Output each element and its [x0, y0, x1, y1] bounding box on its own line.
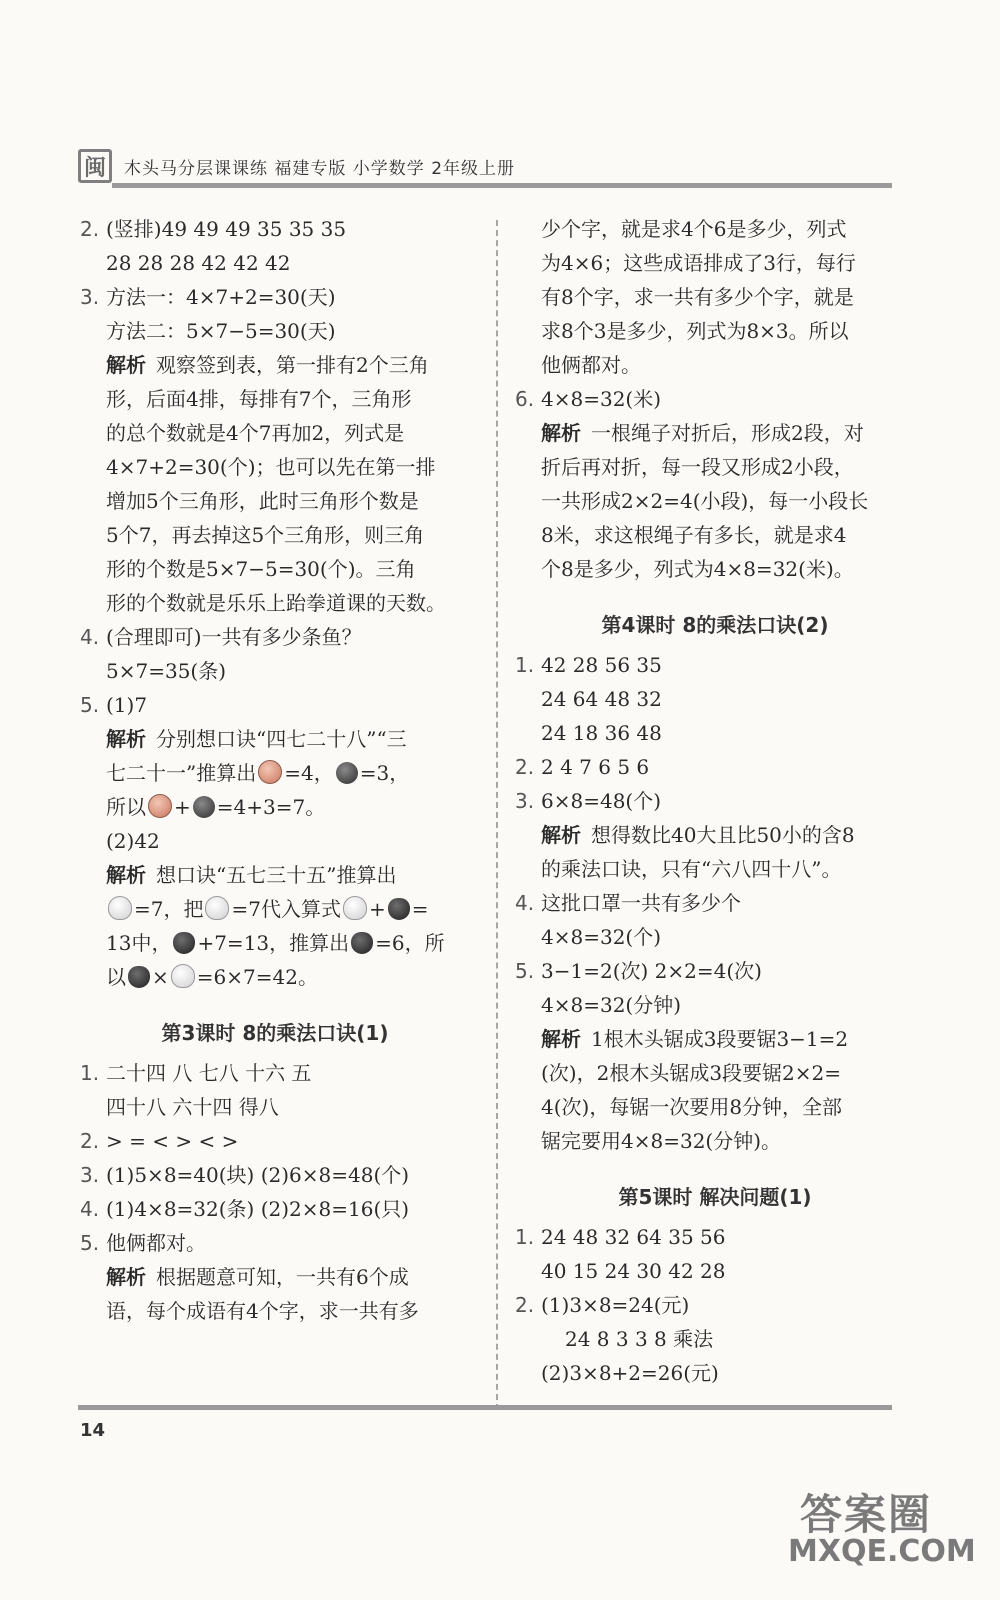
- analysis-line: 形，后面4排，每排有7个，三角形: [106, 387, 412, 411]
- analysis-line: 4×7+2=30(个)；也可以先在第一排: [106, 455, 436, 479]
- left-column: [80, 212, 470, 1328]
- analysis-line: 形的个数就是乐乐上跆拳道课的天数。: [106, 591, 446, 615]
- analysis-line: 5个7，再去掉这5个三角形，则三角: [106, 523, 425, 547]
- analysis-label: 解析: [106, 353, 146, 377]
- analysis-line: 求8个3是多少，列式为8×3。所以: [541, 319, 849, 343]
- lesson3-answer-1-row2: 四十八 六十四 得八: [106, 1095, 279, 1119]
- pear-icon: [108, 896, 132, 920]
- answer-5-part2: (2)42: [106, 829, 160, 853]
- section-title-lesson4: 第4课时 8的乘法口诀(2): [601, 613, 829, 637]
- pear-icon: [205, 896, 229, 920]
- answer-3-method1: 3. 方法一：4×7+2=30(天): [80, 285, 336, 309]
- pear-icon: [343, 896, 367, 920]
- lesson5-answer-2: 2. (1)3×8=24(元): [515, 1293, 690, 1317]
- analysis-line: 为4×6；这些成语排成了3行，每行: [541, 251, 856, 275]
- apple-icon: [336, 762, 358, 784]
- lesson3-answer-4: 4. (1)4×8=32(条) (2)2×8=16(只): [80, 1197, 410, 1221]
- lesson4-answer-1-row3: 24 18 36 48: [541, 721, 662, 745]
- analysis-line: 个8是多少，列式为4×8=32(米)。: [541, 557, 854, 581]
- lesson4-answer-5: 5. 3−1=2(次) 2×2=4(次): [515, 959, 762, 983]
- analysis-line: =7，把 =7代入算式 + =: [80, 892, 470, 926]
- watermark-url: MXQE.COM: [788, 1534, 976, 1569]
- lesson3-answer-5-analysis: 解析 根据题意可知，一共有6个成: [106, 1265, 409, 1289]
- analysis-line: 的总个数就是4个7再加2，列式是: [106, 421, 405, 445]
- analysis-line: 以 × =6×7=42。: [106, 965, 318, 989]
- analysis-line: 形的个数是5×7−5=30(个)。三角: [106, 557, 416, 581]
- answer-4-formula: 5×7=35(条): [106, 659, 227, 683]
- page-number: 14: [80, 1420, 106, 1441]
- lesson4-answer-3-analysis: 解析 想得数比40大且比50小的含8: [541, 823, 855, 847]
- analysis-line: 七二十一”推算出 =4， =3，: [106, 761, 410, 785]
- section-title-lesson3: 第3课时 8的乘法口诀(1): [161, 1021, 389, 1045]
- answer-5-analysis-2: 解析 想口诀“五七三十五”推算出: [106, 863, 397, 887]
- analysis-line: 有8个字，求一共有多少个字，就是: [541, 285, 854, 309]
- footer-rule: [78, 1405, 892, 1410]
- analysis-line: 13中， +7=13，推算出 =6，所: [106, 931, 445, 955]
- lesson5-answer-2-row3: (2)3×8+2=26(元): [541, 1361, 719, 1385]
- analysis-line: 一共形成2×2=4(小段)，每一小段长: [541, 489, 869, 513]
- lesson3-answer-3: 3. (1)5×8=40(块) (2)6×8=48(个): [80, 1163, 410, 1187]
- analysis-line: 4(次)，每锯一次要用8分钟，全部: [541, 1095, 843, 1119]
- lesson5-answer-1-row2: 40 15 24 30 42 28: [541, 1259, 726, 1283]
- lesson3-answer-1: 1. 二十四 八 七八 十六 五: [80, 1061, 312, 1085]
- analysis-line: 折后再对折，每一段又形成2小段，: [541, 455, 854, 479]
- lesson3-answer-5: 5. 他俩都对。: [80, 1231, 206, 1255]
- lesson4-answer-1: 1. 42 28 56 35: [515, 653, 662, 677]
- analysis-label: 解析: [541, 1027, 581, 1051]
- answer-6: 6. 4×8=32(米): [515, 387, 662, 411]
- analysis-line: 语，每个成语有4个字，求一共有多: [106, 1299, 419, 1323]
- analysis-continued: 少个字，就是求4个6是多少，列式: [541, 217, 847, 241]
- answer-2-row2: 28 28 28 42 42 42: [106, 251, 291, 275]
- analysis-line: 增加5个三角形，此时三角形个数是: [106, 489, 419, 513]
- analysis-label: 解析: [106, 1265, 146, 1289]
- lesson4-answer-3: 3. 6×8=48(个): [515, 789, 662, 813]
- answer-6-analysis: 解析 一根绳子对折后，形成2段，对: [541, 421, 864, 445]
- answer-5-part1: 5. (1)7: [80, 693, 148, 717]
- analysis-line: 锯完要用4×8=32(分钟)。: [541, 1129, 782, 1153]
- answer-2-row1: 2. (竖排)49 49 49 35 35 35: [80, 217, 347, 241]
- lesson4-answer-5-formula: 4×8=32(分钟): [541, 993, 682, 1017]
- analysis-line: (次)，2根木头锯成3段要锯2×2=: [541, 1061, 842, 1085]
- analysis-line: 他俩都对。: [541, 353, 641, 377]
- column-divider: [496, 220, 498, 1410]
- strawberry-icon: [351, 932, 373, 954]
- lesson4-answer-1-row2: 24 64 48 32: [541, 687, 662, 711]
- fujian-logo-icon: 闽: [78, 149, 112, 183]
- pear-icon: [171, 964, 195, 988]
- watermark-logo: 答案圈: [800, 1490, 933, 1539]
- answer-5-analysis: 解析 分别想口诀“四七二十八”“三: [106, 727, 407, 751]
- answer-4: 4. (合理即可)一共有多少条鱼？: [80, 625, 362, 649]
- answer-3-method2: 方法二：5×7−5=30(天): [106, 319, 336, 343]
- analysis-line: 所以 + =4+3=7。: [106, 795, 326, 819]
- lesson3-answer-2: 2. > = < > < >: [80, 1129, 239, 1153]
- lesson5-answer-1: 1. 24 48 32 64 35 56: [515, 1225, 726, 1249]
- peach-icon: [148, 794, 172, 818]
- analysis-line: 的乘法口诀，只有“六八四十八”。: [541, 857, 842, 881]
- lesson4-answer-4-formula: 4×8=32(个): [541, 925, 662, 949]
- analysis-label: 解析: [106, 863, 146, 887]
- lesson5-answer-2-row2: 24 8 3 3 8 乘法: [565, 1327, 714, 1351]
- apple-icon: [193, 796, 215, 818]
- lesson4-answer-5-analysis: 解析 1根木头锯成3段要锯3−1=2: [541, 1027, 849, 1051]
- strawberry-icon: [128, 966, 150, 988]
- section-title-lesson5: 第5课时 解决问题(1): [618, 1185, 812, 1209]
- right-column: [515, 212, 915, 1390]
- strawberry-icon: [173, 932, 195, 954]
- page-header: [78, 146, 515, 186]
- analysis-label: 解析: [541, 421, 581, 445]
- strawberry-icon: [388, 898, 410, 920]
- header-rule: [112, 183, 892, 188]
- analysis-label: 解析: [541, 823, 581, 847]
- peach-icon: [258, 760, 282, 784]
- analysis-line: 8米，求这根绳子有多长，就是求4: [541, 523, 847, 547]
- analysis-label: 解析: [106, 727, 146, 751]
- book-title: 木头马分层课课练 福建专版 小学数学 2年级上册: [124, 158, 516, 179]
- answer-3-analysis: 解析 观察签到表，第一排有2个三角: [106, 353, 429, 377]
- lesson4-answer-4: 4. 这批口罩一共有多少个: [515, 891, 741, 915]
- lesson4-answer-2: 2. 2 4 7 6 5 6: [515, 755, 650, 779]
